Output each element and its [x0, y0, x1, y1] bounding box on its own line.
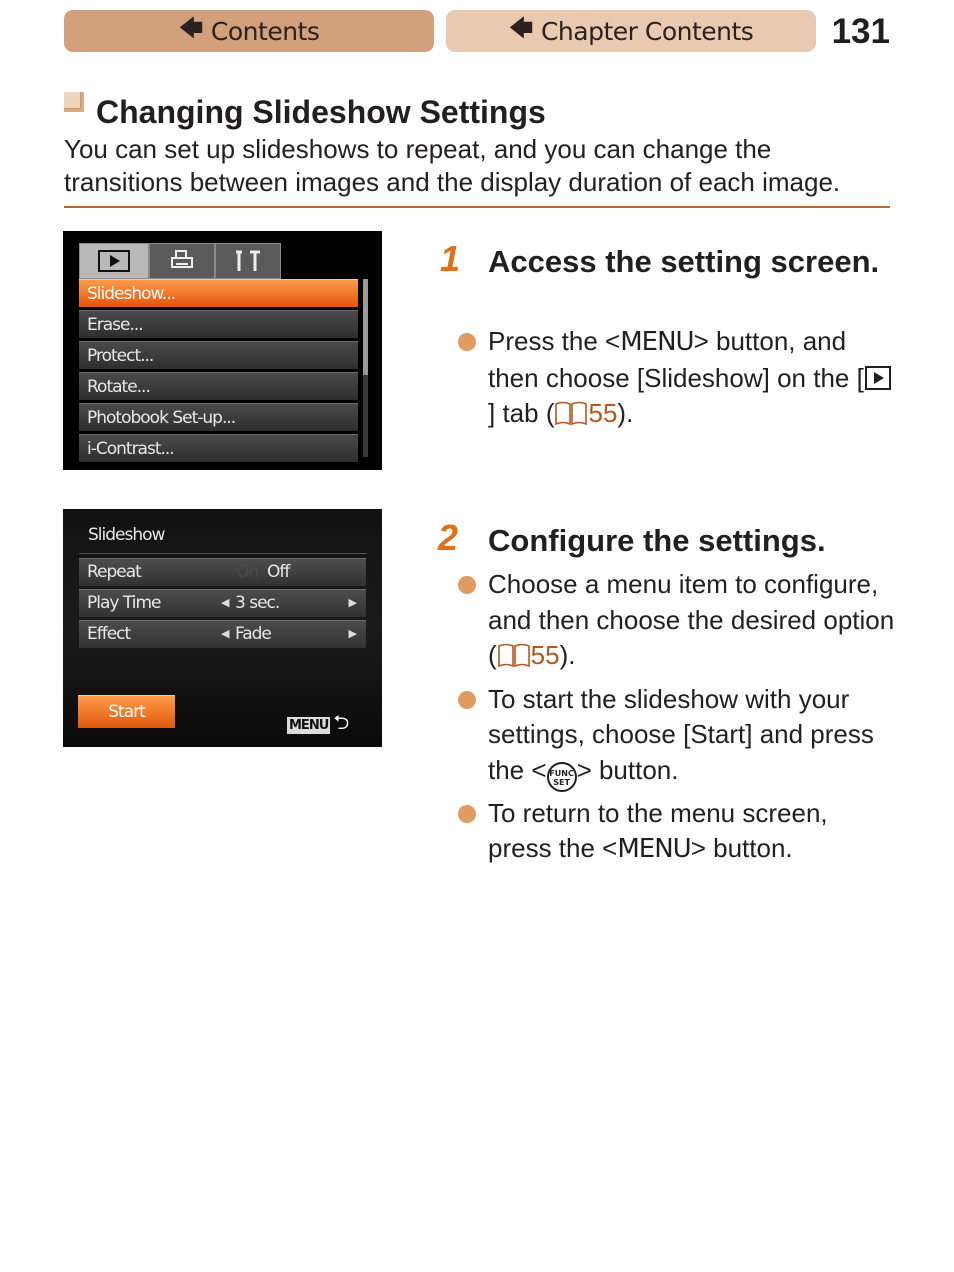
page-number: 131 — [831, 12, 890, 51]
menu-item-i-contrast: i-Contrast... — [79, 434, 358, 462]
chapter-contents-button[interactable] — [446, 10, 816, 52]
bullet-text: Choose a menu item to configure, and then choose the desired option ( — [488, 569, 895, 670]
setup-tab-icon — [215, 243, 281, 279]
menu-return-indicator — [287, 708, 349, 742]
title-divider — [79, 553, 367, 554]
setting-value: 3 sec. — [235, 593, 280, 613]
bullet-item — [458, 324, 898, 436]
left-arrow-icon: 🡄 — [178, 13, 203, 42]
start-button: Start — [78, 695, 175, 728]
bullet-text: ] tab ( — [488, 398, 555, 428]
bullet-dot-icon — [458, 691, 476, 709]
setting-value: Off — [267, 562, 290, 582]
play-tab-icon — [79, 243, 149, 279]
bullet-text: > button. — [576, 754, 679, 785]
step2-bullets — [458, 567, 898, 872]
setting-option-inactive: On — [236, 562, 259, 582]
bullet-text: ). — [617, 398, 634, 428]
setting-value: Fade — [235, 624, 271, 644]
step-number: 1 — [440, 238, 461, 279]
setting-label: Play Time — [87, 593, 161, 613]
menu-item-photobook: Photobook Set-up... — [79, 403, 358, 431]
section-marker-icon — [64, 92, 84, 112]
bullet-text: To return to the menu screen, press the < — [488, 797, 828, 863]
return-arrow-icon: ⮌ — [333, 712, 350, 734]
setting-label: Effect — [87, 624, 131, 644]
page-reference-link[interactable]: 55 — [588, 398, 618, 428]
menu-item-slideshow: Slideshow... — [79, 279, 358, 307]
bullet-text: > button. — [690, 833, 793, 863]
left-arrow-icon: ◀ — [221, 627, 229, 640]
slideshow-settings-screenshot — [63, 509, 382, 747]
section-title: Changing Slideshow Settings — [96, 94, 546, 130]
right-arrow-icon: ▶ — [348, 627, 356, 640]
bullet-dot-icon — [458, 805, 476, 823]
camera-menu-screenshot — [63, 231, 382, 470]
settings-rows — [79, 558, 366, 651]
bullet-item — [458, 796, 898, 868]
menu-item-protect: Protect... — [79, 341, 358, 369]
menu-item-erase: Erase... — [79, 310, 358, 338]
step1-bullets — [458, 324, 898, 440]
bullet-text: ). — [559, 640, 576, 670]
menu-item-rotate: Rotate... — [79, 372, 358, 400]
book-icon — [554, 400, 588, 436]
step-title: Configure the settings. — [488, 523, 826, 558]
menu-button-glyph: MENU — [617, 834, 691, 864]
bullet-item — [458, 682, 898, 792]
bullet-text: To start the slideshow with your settings, choose [Start] and press the < — [488, 683, 874, 785]
menu-badge: MENU — [289, 717, 329, 733]
setting-label: Repeat — [87, 562, 141, 582]
left-arrow-icon: ◀ — [221, 596, 229, 609]
step-number: 2 — [438, 517, 459, 558]
set-label: SET — [553, 777, 570, 787]
intro-text: You can set up slideshows to repeat, and you can change the transitions between images and the display duration of each image. — [64, 134, 841, 197]
func-label: FUNC — [549, 768, 574, 778]
bullet-dot-icon — [458, 576, 476, 594]
divider — [64, 206, 890, 208]
bullet-text: Press the < — [488, 326, 621, 356]
menu-button-glyph: MENU — [620, 327, 694, 357]
scrollbar-thumb — [363, 279, 368, 375]
book-icon — [497, 642, 531, 678]
step-title: Access the setting screen. — [488, 244, 880, 279]
menu-tab-bar — [79, 243, 364, 277]
setting-row-effect — [79, 620, 366, 648]
bullet-text: > button, and then choose [Slideshow] on the [ — [488, 326, 864, 393]
func-set-button-icon — [547, 762, 577, 792]
page-reference-link[interactable]: 55 — [530, 640, 560, 670]
bullet-item — [458, 567, 898, 678]
setting-row-play-time — [79, 589, 366, 617]
slideshow-screen-title: Slideshow — [88, 525, 165, 545]
contents-label: Contents — [210, 16, 320, 46]
right-arrow-icon: ▶ — [348, 596, 356, 609]
setting-row-repeat — [79, 558, 366, 586]
contents-button[interactable] — [64, 10, 434, 52]
bullet-dot-icon — [458, 333, 476, 351]
menu-list — [79, 279, 358, 465]
print-tab-icon — [149, 243, 215, 279]
chapter-contents-label: Chapter Contents — [540, 16, 754, 46]
left-arrow-icon: 🡄 — [508, 13, 533, 42]
playback-tab-icon — [865, 366, 891, 390]
